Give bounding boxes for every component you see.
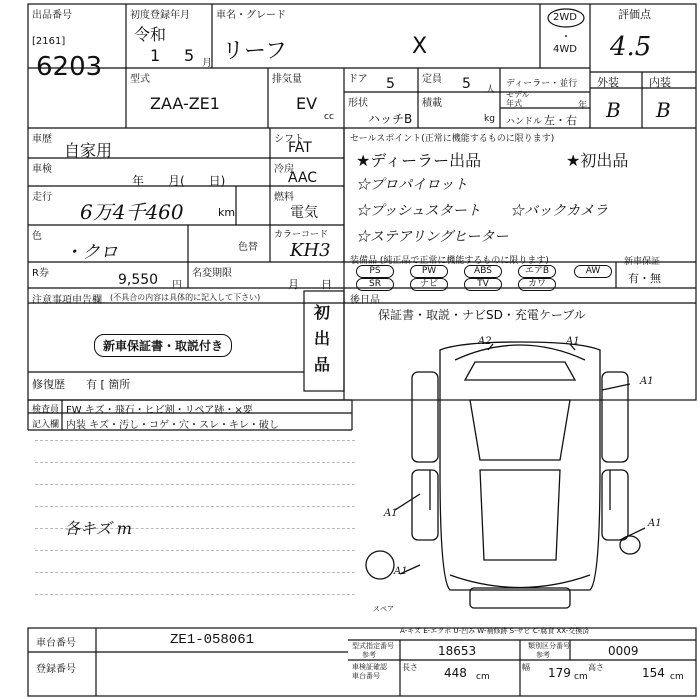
recycle-unit: 円 (172, 280, 182, 291)
category: 0009 (608, 644, 639, 658)
equip-pw: PW (410, 265, 448, 278)
selling-point: ☆バックカメラ (510, 203, 608, 219)
model-year-label-2: 年式 (506, 99, 522, 108)
interior-grade: B (656, 98, 671, 122)
chassis-label: 車台番号 (36, 638, 76, 649)
displacement-label: 排気量 (272, 74, 302, 85)
doors-label: ドア (348, 74, 368, 85)
inspection-label: 車検 (32, 164, 52, 175)
notes-label: 注意事項申告欄 (32, 295, 102, 306)
color-code-label: 色替 (238, 242, 258, 253)
type-designation-label: 型式指定番号 (352, 642, 394, 650)
equip-aw: AW (574, 265, 612, 278)
ac-label: 冷房 (274, 164, 294, 175)
width-unit: cm (574, 672, 588, 682)
verify-label: 車検証確認 (352, 663, 387, 671)
usage: 自家用 (64, 141, 113, 160)
equip-sr: SR (356, 278, 394, 291)
reference-label-1: 参考 (362, 651, 376, 659)
color-code: KH3 (290, 240, 331, 261)
exterior-label: 外装 (597, 76, 619, 89)
verify-label-2: 車台番号 (352, 672, 380, 680)
docs-label: 後日品 (350, 295, 380, 306)
equip-ps: PS (356, 265, 394, 278)
inspector-row-1: FW キズ・飛石・ヒビ割・リペア跡・×要 (66, 405, 253, 416)
dealer-parallel-label: ディーラー・並行 (506, 79, 578, 89)
equip-tv: TV (464, 278, 502, 291)
doors: 5 (386, 76, 395, 92)
inspector-handwritten: 各キズ m (64, 519, 132, 538)
color: ・クロ (64, 242, 118, 263)
usage-label: 車歴 (32, 134, 52, 145)
selling-point: ★初出品 (566, 151, 629, 170)
width: 179 (548, 666, 571, 680)
repair: 有 [ 箇所 (86, 378, 131, 391)
spare-label: スペア (373, 605, 394, 613)
mileage: 6万4千460 (80, 200, 184, 224)
selling-point: ☆プロパイロット (356, 177, 468, 193)
length-unit: cm (476, 672, 490, 682)
repair-label: 修復歴 (32, 378, 65, 391)
docs-text: 保証書・取説・ナビSD・充電ケーブル (378, 308, 586, 322)
seats-unit: 人 (486, 85, 496, 95)
lot-no: 6203 (36, 52, 103, 82)
inspector-label-1: 検査員 (32, 405, 60, 415)
reg-month-unit: 月 (202, 58, 212, 69)
drive-dot: ・ (561, 32, 571, 43)
name-change: 月 日 (288, 278, 332, 291)
selling-point: ☆プッシュスタート (356, 203, 481, 219)
width-label: 幅 (522, 663, 530, 672)
score: 4.5 (610, 32, 652, 62)
chassis-no: ZE1-058061 (170, 632, 255, 648)
model: ZAA-ZE1 (150, 94, 220, 113)
selling-point: ★ディーラー出品 (356, 151, 482, 170)
mark-left-door: A1 (384, 508, 398, 519)
model-year-label-1: モデル (506, 90, 530, 99)
length: 448 (444, 666, 467, 680)
displacement: EV (296, 94, 318, 113)
body: ハッチB (368, 112, 413, 126)
exterior-grade: B (606, 98, 621, 122)
first-listing-stamp: 初出品 (313, 303, 330, 374)
mark-left-rear: A1 (394, 566, 408, 577)
grade: X (412, 34, 428, 59)
equip-abs: ABS (464, 265, 502, 278)
era: 令和 (134, 25, 167, 44)
selling-points-label: セールスポイント(正常に機能するものに限ります) (350, 134, 555, 144)
reg-month: 5 (184, 46, 195, 65)
lot-small: [2161] (32, 36, 66, 47)
equip-airbag: エアB (518, 265, 556, 278)
score-label: 評価点 (618, 8, 651, 21)
load-unit: kg (484, 114, 495, 124)
shift: FAT (288, 140, 312, 156)
model-year-unit: 年 (578, 101, 588, 111)
mileage-unit: km (218, 206, 236, 219)
ac: AAC (288, 170, 318, 186)
lot-no-label: 出品番号 (32, 10, 72, 21)
reference-label-2: 参考 (536, 651, 550, 659)
mark-front-right: A1 (566, 336, 580, 347)
type-designation: 18653 (438, 644, 477, 658)
handle: 左・右 (544, 114, 577, 127)
body-label: 形状 (348, 98, 368, 109)
car-name: リーフ (222, 39, 287, 64)
height-unit: cm (670, 672, 684, 682)
name-change-label: 名変期限 (192, 268, 232, 279)
handle-label: ハンドル (506, 117, 543, 127)
drive-2wd: 2WD (553, 12, 577, 23)
first-reg-label: 初度登録年月 (130, 10, 190, 21)
model-label: 型式 (130, 74, 150, 85)
equip-leather: カワ (518, 278, 556, 291)
fuel: 電気 (290, 205, 318, 221)
damage-legend: A-キズ E-エクボ U-凹み W-補修跡 S-サビ C-腐食 XX-交換済 (400, 627, 590, 635)
car-name-label: 車名・グレード (216, 10, 286, 21)
seats: 5 (462, 76, 471, 92)
inspector-row-2: 内装 キズ・汚し・コゲ・穴・スレ・キレ・破し (66, 420, 279, 431)
reg-year: 1 (150, 46, 161, 65)
color-label: 色 (32, 231, 42, 242)
new-warranty: 有・無 (628, 272, 661, 285)
equipment-label: 装備品 (純正品で正常に機能するものに限ります) (350, 256, 549, 266)
height-label: 高さ (588, 663, 604, 672)
selling-point: ☆ステアリングヒーター (356, 229, 509, 245)
mark-right-rear: A1 (648, 518, 662, 529)
load-label: 積載 (422, 98, 442, 109)
mark-front-left: A2 (478, 336, 492, 347)
seats-label: 定員 (422, 74, 442, 85)
new-warranty-label: 新車保証 (624, 257, 661, 267)
category-label: 類別区分番号 (528, 642, 570, 650)
cc-unit: cc (324, 112, 334, 122)
height: 154 (642, 666, 665, 680)
inspector-label-2: 記入欄 (32, 420, 60, 430)
equip-navi: ナビ (410, 278, 448, 291)
mark-right-door: A1 (640, 376, 654, 387)
recycle: 9,550 (118, 272, 159, 288)
shift-label: シフト (274, 134, 304, 145)
recycle-label: R券 (32, 268, 49, 279)
registration-label: 登録番号 (36, 664, 76, 675)
color-code-label2: カラーコード (274, 230, 329, 240)
notes-label-note: (不具合の内容は具体的に記入して下さい) (110, 293, 261, 302)
warranty-stamp: 新車保証書・取説付き (94, 334, 232, 357)
interior-label: 内装 (649, 76, 671, 89)
length-label: 長さ (402, 663, 418, 672)
inspection: 年 月( 日) (132, 174, 226, 188)
drive-4wd: 4WD (553, 44, 577, 55)
mileage-label: 走行 (32, 192, 52, 203)
fuel-label: 燃料 (274, 192, 294, 203)
